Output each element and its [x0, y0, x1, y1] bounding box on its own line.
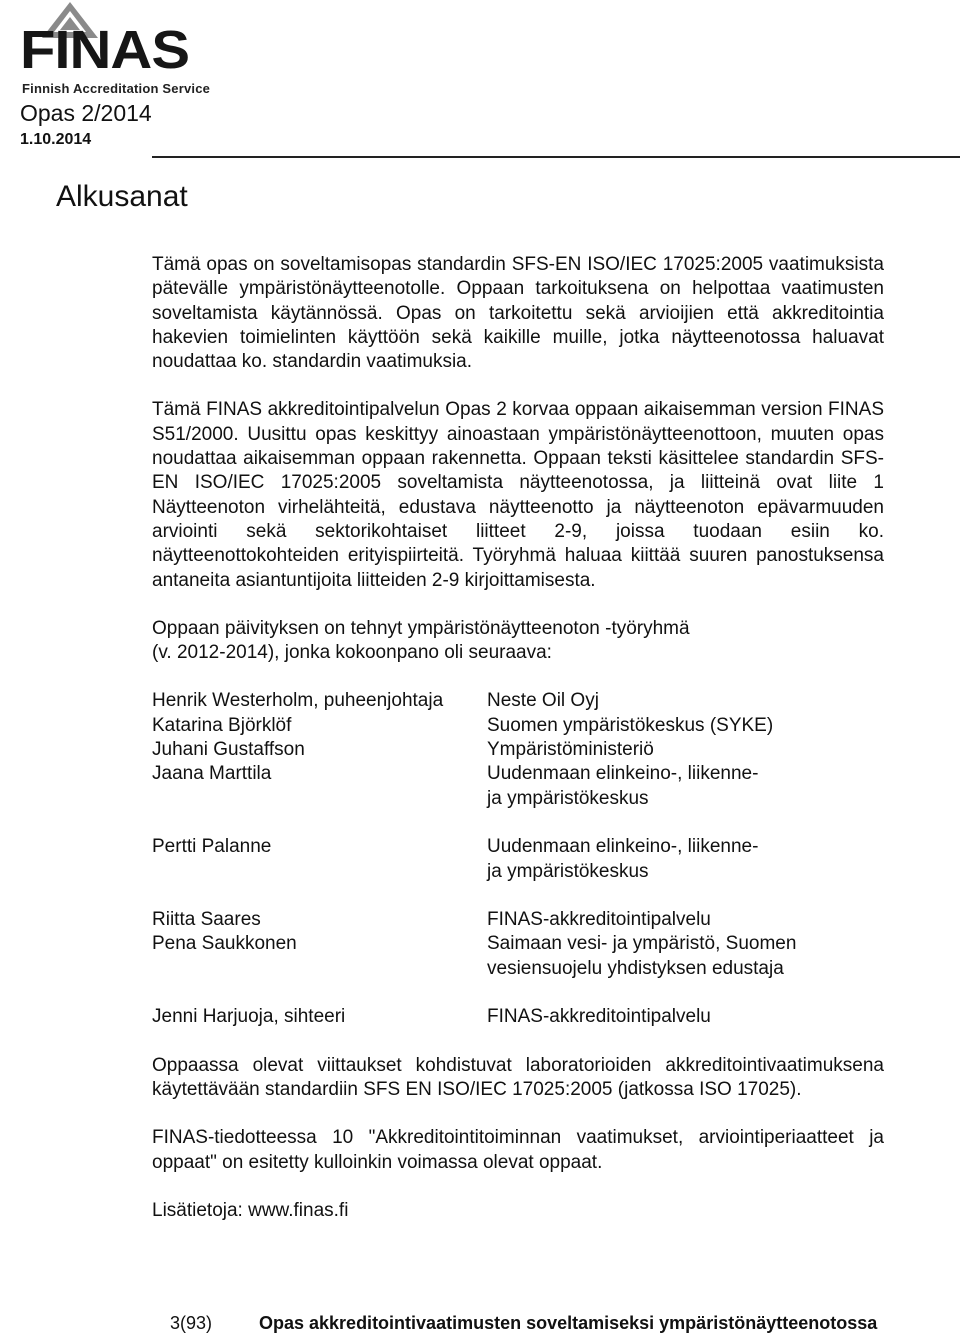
member-org: Neste Oil Oyj: [487, 690, 599, 712]
intro-paragraph: Tämä opas on soveltamisopas standardin SFS-EN ISO/IEC 17025:2005 vaatimuksista pätevälle ympäristönäytteenotolle. Oppaan tarkoituksena on helpottaa vaatimusten soveltamista käytännössä. Opas on tarkoitettu sekä arvioijien että akkreditointia hakevien toimielinten käyttöön sekä kaikille muille, jotka näytteenotossa haluavat noudattaa ko. standardin vaatimuksia.: [152, 254, 884, 373]
member-name: Jenni Harjuoja, sihteeri: [152, 1006, 346, 1028]
footer-title: Opas akkreditointivaatimusten soveltamiseksi ympäristönäytteenotossa: [259, 1313, 878, 1333]
member-org: [487, 811, 884, 884]
more-info-line: Lisätietoja: www.finas.fi: [152, 1199, 349, 1221]
member-org-line: Uudenmaan elinkeino-, liikenne-: [487, 763, 759, 785]
header-divider: [152, 156, 960, 158]
working-group-line-1: Oppaan päivityksen on tehnyt ympäristönäytteenoton -työryhmä: [152, 617, 690, 639]
member-org: FINAS-akkreditointipalvelu: [487, 909, 711, 931]
member-org: [487, 932, 884, 981]
logo-wordmark: FINAS: [20, 20, 189, 81]
member-row: [152, 811, 884, 884]
working-group-intro: [152, 617, 884, 666]
logo-subtitle: Finnish Accreditation Service: [22, 81, 211, 96]
member-org: Suomen ympäristökeskus (SYKE): [487, 714, 774, 736]
revision-paragraph: Tämä FINAS akkreditointipalvelun Opas 2 korvaa oppaan aikaisemman version FINAS S51/2000. Uusittu opas keskittyy ainoastaan ympäristönäytteenottoon, muuten opas noudattaa aikaisemman oppaan rakennetta. Oppaan teksti käsittelee standardin SFS-EN ISO/IEC 17025:2005 soveltamista näytteenotossa, ja liitteinä ovat liite 1 Näytteenoton virhelähteitä, edustava näytteenotto ja näytteenoton epävarmuuden arviointi sekä sektorikohtaiset liitteet 2-9, joissa tuodaan esiin ko. näytteenottokohteiden erityispiirteitä. Työryhmä haluaa kiittää suuren panostuksensa antaneita asiantuntijoita liitteiden 2-9 kirjoittamisesta.: [152, 399, 884, 591]
members-table: [152, 689, 884, 1029]
member-row: [152, 981, 884, 1030]
member-row: [152, 714, 884, 738]
guide-number: Opas 2/2014: [20, 100, 152, 126]
member-name: Pena Saukkonen: [152, 933, 297, 955]
member-org-line: ja ympäristökeskus: [487, 860, 649, 882]
member-row: [152, 689, 884, 713]
member-name: Katarina Björklöf: [152, 714, 292, 736]
working-group-line-2: (v. 2012-2014), jonka kokoonpano oli seuraava:: [152, 642, 552, 664]
member-org: Ympäristöministeriö: [487, 739, 654, 761]
member-org-line: Saimaan vesi- ja ympäristö, Suomen: [487, 933, 797, 955]
member-org-line: vesiensuojelu yhdistyksen edustaja: [487, 957, 784, 979]
page-number: 3(93): [170, 1313, 213, 1333]
member-row: [152, 738, 884, 762]
member-row: [152, 884, 884, 933]
member-org-line: ja ympäristökeskus: [487, 787, 649, 809]
section-title: Alkusanat: [56, 180, 188, 213]
member-name: Juhani Gustaffson: [152, 739, 305, 761]
member-org-line: Uudenmaan elinkeino-, liikenne-: [487, 836, 759, 858]
bulletin-paragraph: FINAS-tiedotteessa 10 "Akkreditointitoiminnan vaatimukset, arviointiperiaatteet ja oppaat" on esitetty kulloinkin voimassa olevat oppaat.: [152, 1127, 884, 1173]
document-body: [152, 253, 884, 1223]
reference-paragraph: Oppaassa olevat viittaukset kohdistuvat laboratorioiden akkreditointivaatimuksena käytettävään standardiin SFS EN ISO/IEC 17025:2005 (jatkossa ISO 17025).: [152, 1054, 884, 1100]
finas-logo: [20, 2, 210, 94]
member-name: Pertti Palanne: [152, 836, 272, 858]
member-org: FINAS-akkreditointipalvelu: [487, 1006, 711, 1028]
guide-date: 1.10.2014: [20, 131, 92, 148]
member-row: [152, 932, 884, 981]
member-org: [487, 762, 884, 811]
member-name: Riitta Saares: [152, 909, 261, 931]
member-row: [152, 762, 884, 811]
member-name: Henrik Westerholm, puheenjohtaja: [152, 690, 444, 712]
member-name: Jaana Marttila: [152, 763, 272, 785]
